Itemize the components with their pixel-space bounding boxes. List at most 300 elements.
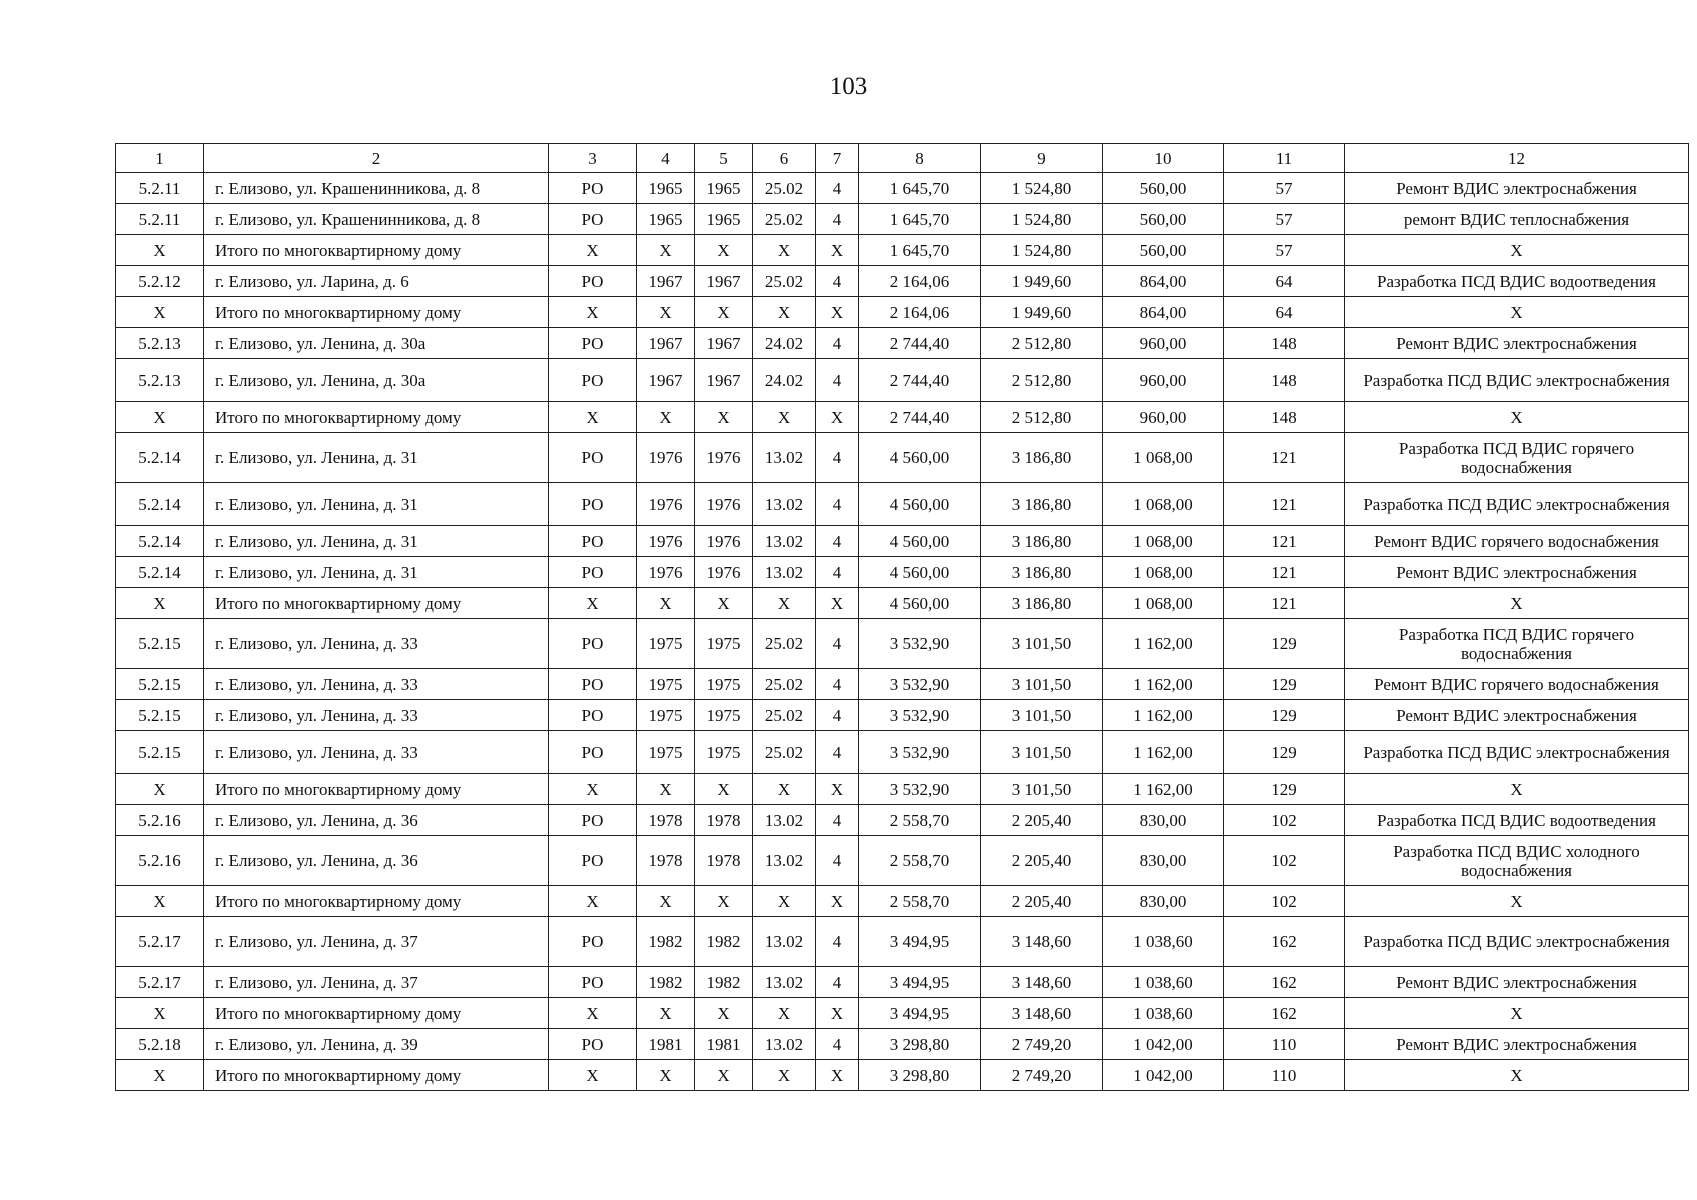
year-commissioned-cell: 1967 xyxy=(695,266,753,297)
work-type-cell: Х xyxy=(1345,235,1689,266)
code-cell: 25.02 xyxy=(753,619,816,669)
living-area-cell: 3 101,50 xyxy=(981,774,1103,805)
address-cell: Итого по многоквартирному дому xyxy=(204,588,549,619)
area-cell: 1 162,00 xyxy=(1103,774,1224,805)
work-type-cell: Ремонт ВДИС электроснабжения xyxy=(1345,328,1689,359)
work-type-cell: Разработка ПСД ВДИС электроснабжения xyxy=(1345,731,1689,774)
type-cell: Х xyxy=(549,1060,637,1091)
area-cell: 830,00 xyxy=(1103,836,1224,886)
address-cell: г. Елизово, ул. Ленина, д. 31 xyxy=(204,557,549,588)
area-cell: 864,00 xyxy=(1103,297,1224,328)
row-number-cell: 5.2.17 xyxy=(116,967,204,998)
address-cell: г. Елизово, ул. Ленина, д. 33 xyxy=(204,700,549,731)
floors-cell: 4 xyxy=(816,917,859,967)
type-cell: РО xyxy=(549,805,637,836)
year-built-cell: 1978 xyxy=(637,805,695,836)
work-type-cell: Разработка ПСД ВДИС электроснабжения xyxy=(1345,359,1689,402)
total-area-cell: 1 645,70 xyxy=(859,204,981,235)
year-built-cell: 1981 xyxy=(637,1029,695,1060)
type-cell: РО xyxy=(549,526,637,557)
table-row xyxy=(116,328,1689,359)
residents-cell: 110 xyxy=(1224,1029,1345,1060)
total-area-cell: 2 558,70 xyxy=(859,805,981,836)
residents-cell: 148 xyxy=(1224,328,1345,359)
table-body xyxy=(116,144,1689,1091)
year-commissioned-cell: 1975 xyxy=(695,619,753,669)
area-cell: 1 162,00 xyxy=(1103,700,1224,731)
area-cell: 864,00 xyxy=(1103,266,1224,297)
year-commissioned-cell: 1982 xyxy=(695,917,753,967)
year-commissioned-cell: 1975 xyxy=(695,700,753,731)
residents-cell: 162 xyxy=(1224,917,1345,967)
total-area-cell: 3 532,90 xyxy=(859,619,981,669)
code-cell: Х xyxy=(753,998,816,1029)
code-cell: 25.02 xyxy=(753,731,816,774)
address-cell: Итого по многоквартирному дому xyxy=(204,774,549,805)
residents-cell: 57 xyxy=(1224,235,1345,266)
living-area-cell: 3 101,50 xyxy=(981,731,1103,774)
residents-cell: 57 xyxy=(1224,173,1345,204)
year-built-cell: Х xyxy=(637,235,695,266)
type-cell: РО xyxy=(549,700,637,731)
floors-cell: 4 xyxy=(816,266,859,297)
type-cell: Х xyxy=(549,588,637,619)
table-row xyxy=(116,669,1689,700)
year-commissioned-cell: Х xyxy=(695,998,753,1029)
column-number-cell: 9 xyxy=(981,144,1103,173)
area-cell: 1 068,00 xyxy=(1103,483,1224,526)
living-area-cell: 2 512,80 xyxy=(981,328,1103,359)
year-built-cell: 1975 xyxy=(637,619,695,669)
column-number-row xyxy=(116,144,1689,173)
address-cell: г. Елизово, ул. Ленина, д. 31 xyxy=(204,526,549,557)
work-type-cell: Ремонт ВДИС электроснабжения xyxy=(1345,700,1689,731)
year-built-cell: Х xyxy=(637,998,695,1029)
year-commissioned-cell: 1976 xyxy=(695,526,753,557)
work-type-cell: Разработка ПСД ВДИС водоотведения xyxy=(1345,805,1689,836)
address-cell: г. Елизово, ул. Ленина, д. 37 xyxy=(204,967,549,998)
subtotal-row xyxy=(116,1060,1689,1091)
address-cell: г. Елизово, ул. Ленина, д. 36 xyxy=(204,836,549,886)
work-type-cell: Разработка ПСД ВДИС водоотведения xyxy=(1345,266,1689,297)
work-type-cell: ремонт ВДИС теплоснабжения xyxy=(1345,204,1689,235)
living-area-cell: 1 524,80 xyxy=(981,173,1103,204)
area-cell: 560,00 xyxy=(1103,235,1224,266)
work-type-cell: Разработка ПСД ВДИС горячего водоснабжения xyxy=(1345,619,1689,669)
code-cell: 13.02 xyxy=(753,1029,816,1060)
living-area-cell: 3 101,50 xyxy=(981,669,1103,700)
year-commissioned-cell: 1965 xyxy=(695,173,753,204)
capital-repair-table xyxy=(115,143,1689,1091)
year-built-cell: 1976 xyxy=(637,557,695,588)
year-built-cell: Х xyxy=(637,886,695,917)
row-number-cell: 5.2.14 xyxy=(116,483,204,526)
residents-cell: 57 xyxy=(1224,204,1345,235)
area-cell: 1 068,00 xyxy=(1103,557,1224,588)
residents-cell: 102 xyxy=(1224,805,1345,836)
floors-cell: 4 xyxy=(816,173,859,204)
area-cell: 1 068,00 xyxy=(1103,526,1224,557)
year-built-cell: Х xyxy=(637,588,695,619)
address-cell: г. Елизово, ул. Ленина, д. 31 xyxy=(204,483,549,526)
living-area-cell: 1 949,60 xyxy=(981,266,1103,297)
residents-cell: 102 xyxy=(1224,886,1345,917)
code-cell: Х xyxy=(753,235,816,266)
type-cell: Х xyxy=(549,998,637,1029)
year-built-cell: 1967 xyxy=(637,359,695,402)
total-area-cell: 2 744,40 xyxy=(859,402,981,433)
floors-cell: 4 xyxy=(816,967,859,998)
row-number-cell: Х xyxy=(116,235,204,266)
residents-cell: 121 xyxy=(1224,588,1345,619)
address-cell: г. Елизово, ул. Ленина, д. 30а xyxy=(204,359,549,402)
total-area-cell: 3 494,95 xyxy=(859,967,981,998)
area-cell: 1 038,60 xyxy=(1103,998,1224,1029)
area-cell: 1 068,00 xyxy=(1103,588,1224,619)
work-type-cell: Ремонт ВДИС электроснабжения xyxy=(1345,173,1689,204)
living-area-cell: 1 949,60 xyxy=(981,297,1103,328)
work-type-cell: Х xyxy=(1345,297,1689,328)
total-area-cell: 3 298,80 xyxy=(859,1029,981,1060)
code-cell: 24.02 xyxy=(753,359,816,402)
floors-cell: Х xyxy=(816,588,859,619)
floors-cell: 4 xyxy=(816,483,859,526)
subtotal-row xyxy=(116,588,1689,619)
floors-cell: 4 xyxy=(816,204,859,235)
year-built-cell: 1978 xyxy=(637,836,695,886)
floors-cell: Х xyxy=(816,402,859,433)
table-row xyxy=(116,173,1689,204)
address-cell: г. Елизово, ул. Ленина, д. 39 xyxy=(204,1029,549,1060)
year-commissioned-cell: Х xyxy=(695,886,753,917)
floors-cell: 4 xyxy=(816,557,859,588)
residents-cell: 64 xyxy=(1224,297,1345,328)
floors-cell: Х xyxy=(816,297,859,328)
work-type-cell: Ремонт ВДИС электроснабжения xyxy=(1345,1029,1689,1060)
total-area-cell: 3 532,90 xyxy=(859,774,981,805)
column-number-cell: 6 xyxy=(753,144,816,173)
year-commissioned-cell: Х xyxy=(695,1060,753,1091)
total-area-cell: 2 744,40 xyxy=(859,359,981,402)
living-area-cell: 3 186,80 xyxy=(981,483,1103,526)
type-cell: РО xyxy=(549,433,637,483)
work-type-cell: Разработка ПСД ВДИС горячего водоснабжения xyxy=(1345,433,1689,483)
year-built-cell: 1967 xyxy=(637,328,695,359)
row-number-cell: 5.2.15 xyxy=(116,731,204,774)
code-cell: 25.02 xyxy=(753,173,816,204)
residents-cell: 148 xyxy=(1224,402,1345,433)
column-number-cell: 5 xyxy=(695,144,753,173)
type-cell: РО xyxy=(549,359,637,402)
residents-cell: 162 xyxy=(1224,998,1345,1029)
code-cell: 25.02 xyxy=(753,700,816,731)
living-area-cell: 3 186,80 xyxy=(981,526,1103,557)
total-area-cell: 3 532,90 xyxy=(859,669,981,700)
total-area-cell: 2 558,70 xyxy=(859,836,981,886)
year-built-cell: 1976 xyxy=(637,433,695,483)
floors-cell: 4 xyxy=(816,700,859,731)
type-cell: РО xyxy=(549,557,637,588)
column-number-cell: 2 xyxy=(204,144,549,173)
row-number-cell: 5.2.12 xyxy=(116,266,204,297)
living-area-cell: 2 205,40 xyxy=(981,805,1103,836)
year-commissioned-cell: 1976 xyxy=(695,483,753,526)
residents-cell: 129 xyxy=(1224,731,1345,774)
residents-cell: 129 xyxy=(1224,700,1345,731)
address-cell: Итого по многоквартирному дому xyxy=(204,297,549,328)
total-area-cell: 1 645,70 xyxy=(859,173,981,204)
code-cell: 13.02 xyxy=(753,483,816,526)
row-number-cell: 5.2.15 xyxy=(116,700,204,731)
area-cell: 1 068,00 xyxy=(1103,433,1224,483)
residents-cell: 129 xyxy=(1224,669,1345,700)
total-area-cell: 2 558,70 xyxy=(859,886,981,917)
year-commissioned-cell: Х xyxy=(695,588,753,619)
table-row xyxy=(116,557,1689,588)
address-cell: Итого по многоквартирному дому xyxy=(204,235,549,266)
table-row xyxy=(116,204,1689,235)
area-cell: 1 162,00 xyxy=(1103,731,1224,774)
table-row xyxy=(116,700,1689,731)
table-row xyxy=(116,483,1689,526)
area-cell: 1 038,60 xyxy=(1103,917,1224,967)
work-type-cell: Х xyxy=(1345,402,1689,433)
code-cell: 13.02 xyxy=(753,433,816,483)
row-number-cell: Х xyxy=(116,1060,204,1091)
code-cell: 13.02 xyxy=(753,836,816,886)
total-area-cell: 4 560,00 xyxy=(859,526,981,557)
year-built-cell: Х xyxy=(637,774,695,805)
row-number-cell: 5.2.16 xyxy=(116,805,204,836)
table-row xyxy=(116,1029,1689,1060)
living-area-cell: 2 749,20 xyxy=(981,1029,1103,1060)
type-cell: РО xyxy=(549,836,637,886)
total-area-cell: 1 645,70 xyxy=(859,235,981,266)
row-number-cell: Х xyxy=(116,588,204,619)
row-number-cell: 5.2.17 xyxy=(116,917,204,967)
year-built-cell: 1967 xyxy=(637,266,695,297)
residents-cell: 110 xyxy=(1224,1060,1345,1091)
floors-cell: 4 xyxy=(816,328,859,359)
floors-cell: 4 xyxy=(816,359,859,402)
code-cell: Х xyxy=(753,588,816,619)
total-area-cell: 3 298,80 xyxy=(859,1060,981,1091)
code-cell: 13.02 xyxy=(753,967,816,998)
floors-cell: Х xyxy=(816,774,859,805)
floors-cell: Х xyxy=(816,998,859,1029)
year-commissioned-cell: 1982 xyxy=(695,967,753,998)
column-number-cell: 3 xyxy=(549,144,637,173)
row-number-cell: 5.2.14 xyxy=(116,526,204,557)
year-built-cell: 1965 xyxy=(637,204,695,235)
living-area-cell: 3 148,60 xyxy=(981,967,1103,998)
row-number-cell: 5.2.13 xyxy=(116,359,204,402)
year-commissioned-cell: 1965 xyxy=(695,204,753,235)
year-commissioned-cell: 1967 xyxy=(695,359,753,402)
code-cell: Х xyxy=(753,297,816,328)
living-area-cell: 3 148,60 xyxy=(981,998,1103,1029)
table-row xyxy=(116,266,1689,297)
year-built-cell: 1976 xyxy=(637,526,695,557)
total-area-cell: 3 494,95 xyxy=(859,998,981,1029)
year-built-cell: 1975 xyxy=(637,700,695,731)
address-cell: г. Елизово, ул. Ларина, д. 6 xyxy=(204,266,549,297)
living-area-cell: 2 749,20 xyxy=(981,1060,1103,1091)
type-cell: РО xyxy=(549,328,637,359)
year-commissioned-cell: Х xyxy=(695,774,753,805)
table-row xyxy=(116,917,1689,967)
year-commissioned-cell: 1981 xyxy=(695,1029,753,1060)
table-row xyxy=(116,526,1689,557)
row-number-cell: Х xyxy=(116,774,204,805)
area-cell: 1 038,60 xyxy=(1103,967,1224,998)
living-area-cell: 3 186,80 xyxy=(981,433,1103,483)
type-cell: Х xyxy=(549,886,637,917)
subtotal-row xyxy=(116,998,1689,1029)
total-area-cell: 2 164,06 xyxy=(859,266,981,297)
floors-cell: 4 xyxy=(816,433,859,483)
total-area-cell: 2 744,40 xyxy=(859,328,981,359)
year-built-cell: 1975 xyxy=(637,731,695,774)
year-commissioned-cell: 1978 xyxy=(695,836,753,886)
address-cell: г. Елизово, ул. Крашенинникова, д. 8 xyxy=(204,173,549,204)
year-commissioned-cell: 1976 xyxy=(695,433,753,483)
row-number-cell: 5.2.13 xyxy=(116,328,204,359)
year-built-cell: 1982 xyxy=(637,917,695,967)
type-cell: Х xyxy=(549,235,637,266)
work-type-cell: Разработка ПСД ВДИС холодного водоснабжения xyxy=(1345,836,1689,886)
total-area-cell: 3 494,95 xyxy=(859,917,981,967)
year-commissioned-cell: 1976 xyxy=(695,557,753,588)
table-row xyxy=(116,805,1689,836)
address-cell: Итого по многоквартирному дому xyxy=(204,886,549,917)
living-area-cell: 2 512,80 xyxy=(981,359,1103,402)
code-cell: 25.02 xyxy=(753,204,816,235)
row-number-cell: Х xyxy=(116,998,204,1029)
work-type-cell: Х xyxy=(1345,588,1689,619)
year-built-cell: 1965 xyxy=(637,173,695,204)
residents-cell: 129 xyxy=(1224,774,1345,805)
year-built-cell: 1982 xyxy=(637,967,695,998)
floors-cell: Х xyxy=(816,235,859,266)
table-row xyxy=(116,359,1689,402)
work-type-cell: Ремонт ВДИС электроснабжения xyxy=(1345,557,1689,588)
total-area-cell: 4 560,00 xyxy=(859,557,981,588)
address-cell: г. Елизово, ул. Ленина, д. 33 xyxy=(204,669,549,700)
address-cell: Итого по многоквартирному дому xyxy=(204,402,549,433)
year-built-cell: 1976 xyxy=(637,483,695,526)
year-built-cell: Х xyxy=(637,1060,695,1091)
subtotal-row xyxy=(116,235,1689,266)
area-cell: 960,00 xyxy=(1103,359,1224,402)
year-built-cell: 1975 xyxy=(637,669,695,700)
row-number-cell: 5.2.14 xyxy=(116,433,204,483)
type-cell: РО xyxy=(549,967,637,998)
year-commissioned-cell: Х xyxy=(695,402,753,433)
code-cell: 13.02 xyxy=(753,557,816,588)
row-number-cell: 5.2.15 xyxy=(116,669,204,700)
work-type-cell: Х xyxy=(1345,1060,1689,1091)
floors-cell: Х xyxy=(816,1060,859,1091)
residents-cell: 121 xyxy=(1224,483,1345,526)
floors-cell: 4 xyxy=(816,805,859,836)
address-cell: г. Елизово, ул. Ленина, д. 33 xyxy=(204,619,549,669)
row-number-cell: 5.2.15 xyxy=(116,619,204,669)
total-area-cell: 4 560,00 xyxy=(859,483,981,526)
work-type-cell: Ремонт ВДИС горячего водоснабжения xyxy=(1345,669,1689,700)
residents-cell: 148 xyxy=(1224,359,1345,402)
subtotal-row xyxy=(116,774,1689,805)
year-commissioned-cell: Х xyxy=(695,235,753,266)
area-cell: 1 042,00 xyxy=(1103,1060,1224,1091)
living-area-cell: 3 148,60 xyxy=(981,917,1103,967)
area-cell: 560,00 xyxy=(1103,173,1224,204)
type-cell: РО xyxy=(549,669,637,700)
code-cell: Х xyxy=(753,886,816,917)
address-cell: Итого по многоквартирному дому xyxy=(204,1060,549,1091)
living-area-cell: 2 512,80 xyxy=(981,402,1103,433)
type-cell: РО xyxy=(549,731,637,774)
address-cell: г. Елизово, ул. Ленина, д. 31 xyxy=(204,433,549,483)
floors-cell: 4 xyxy=(816,619,859,669)
residents-cell: 121 xyxy=(1224,557,1345,588)
type-cell: Х xyxy=(549,402,637,433)
work-type-cell: Ремонт ВДИС горячего водоснабжения xyxy=(1345,526,1689,557)
year-commissioned-cell: Х xyxy=(695,297,753,328)
row-number-cell: 5.2.18 xyxy=(116,1029,204,1060)
total-area-cell: 4 560,00 xyxy=(859,588,981,619)
total-area-cell: 3 532,90 xyxy=(859,700,981,731)
row-number-cell: Х xyxy=(116,297,204,328)
living-area-cell: 1 524,80 xyxy=(981,204,1103,235)
residents-cell: 102 xyxy=(1224,836,1345,886)
row-number-cell: 5.2.16 xyxy=(116,836,204,886)
work-type-cell: Разработка ПСД ВДИС электроснабжения xyxy=(1345,483,1689,526)
table-row xyxy=(116,836,1689,886)
address-cell: г. Елизово, ул. Ленина, д. 30а xyxy=(204,328,549,359)
residents-cell: 64 xyxy=(1224,266,1345,297)
residents-cell: 129 xyxy=(1224,619,1345,669)
page-number: 103 xyxy=(829,73,868,100)
type-cell: РО xyxy=(549,917,637,967)
floors-cell: 4 xyxy=(816,669,859,700)
column-number-cell: 7 xyxy=(816,144,859,173)
living-area-cell: 3 186,80 xyxy=(981,588,1103,619)
floors-cell: Х xyxy=(816,886,859,917)
row-number-cell: Х xyxy=(116,886,204,917)
area-cell: 830,00 xyxy=(1103,805,1224,836)
code-cell: 25.02 xyxy=(753,669,816,700)
living-area-cell: 1 524,80 xyxy=(981,235,1103,266)
type-cell: Х xyxy=(549,774,637,805)
living-area-cell: 2 205,40 xyxy=(981,886,1103,917)
area-cell: 1 162,00 xyxy=(1103,619,1224,669)
residents-cell: 162 xyxy=(1224,967,1345,998)
column-number-cell: 8 xyxy=(859,144,981,173)
row-number-cell: Х xyxy=(116,402,204,433)
area-cell: 1 162,00 xyxy=(1103,669,1224,700)
area-cell: 960,00 xyxy=(1103,402,1224,433)
type-cell: РО xyxy=(549,173,637,204)
floors-cell: 4 xyxy=(816,526,859,557)
living-area-cell: 2 205,40 xyxy=(981,836,1103,886)
type-cell: РО xyxy=(549,619,637,669)
column-number-cell: 12 xyxy=(1345,144,1689,173)
type-cell: РО xyxy=(549,266,637,297)
subtotal-row xyxy=(116,402,1689,433)
work-type-cell: Х xyxy=(1345,774,1689,805)
column-number-cell: 4 xyxy=(637,144,695,173)
